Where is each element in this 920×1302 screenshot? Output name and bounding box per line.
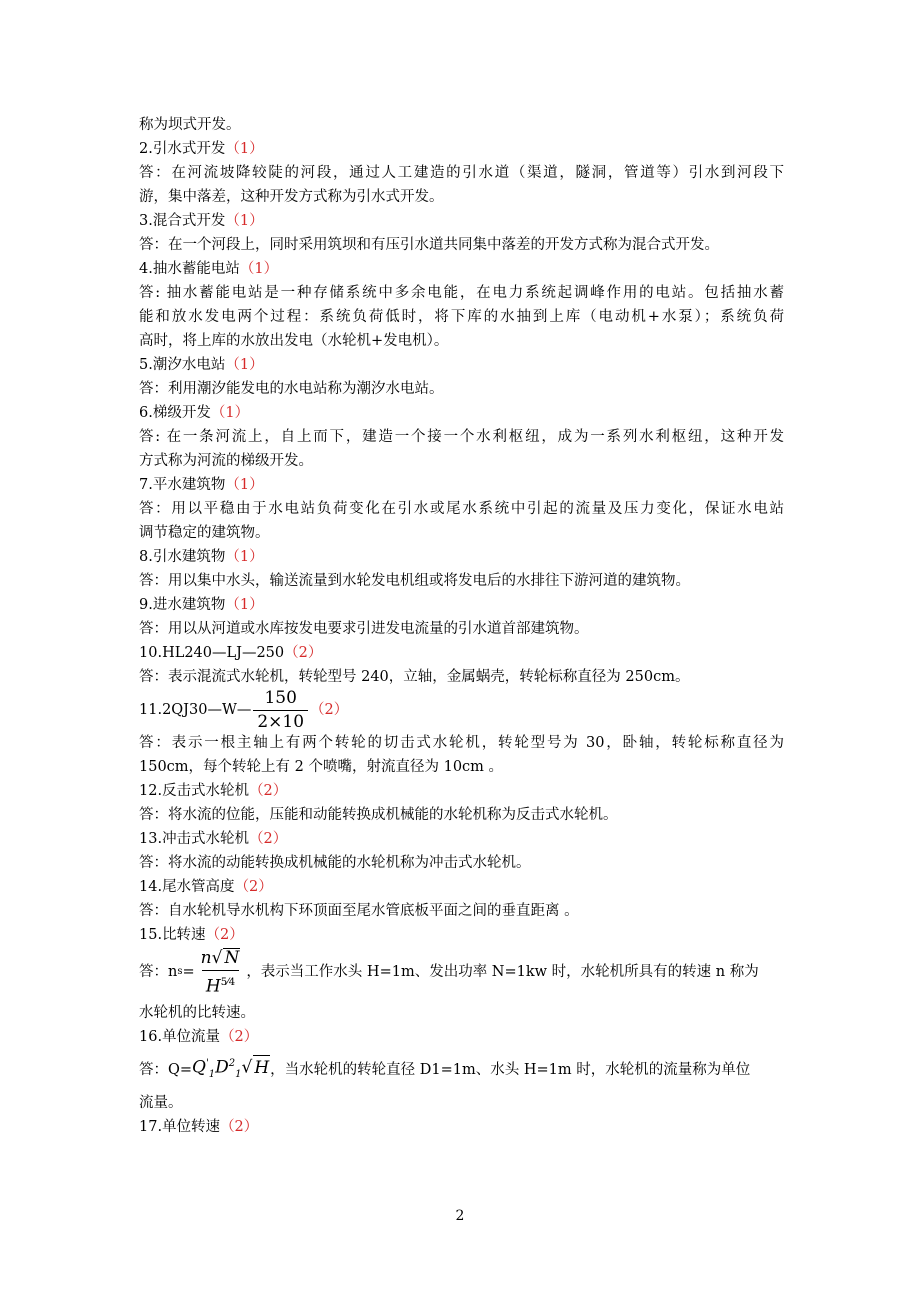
item-heading: 2.引水式开发（1） bbox=[139, 141, 264, 157]
points-label: （2） bbox=[205, 927, 244, 943]
points-label: （2） bbox=[220, 1119, 259, 1135]
fraction-denominator: 2×10 bbox=[253, 710, 308, 732]
answer-line: 答：自水轮机导水机构下环顶面至尾水管底板平面之间的垂直距离 。 bbox=[139, 903, 579, 919]
item-heading: 16.单位流量（2） bbox=[139, 1029, 259, 1045]
item-heading: 17.单位转速（2） bbox=[139, 1119, 259, 1135]
points-label: （2） bbox=[310, 702, 349, 718]
answer-line: 答：用以从河道或水库按发电要求引进发电流量的引水道首部建筑物。 bbox=[139, 621, 589, 637]
points-label: （2） bbox=[234, 879, 273, 895]
fraction bbox=[253, 689, 308, 732]
item-heading: 8.引水建筑物（1） bbox=[139, 549, 264, 565]
points-label: （1） bbox=[225, 141, 264, 157]
page-number: 2 bbox=[455, 1208, 465, 1224]
item-heading: 9.进水建筑物（1） bbox=[139, 597, 264, 613]
points-label: （1） bbox=[225, 597, 264, 613]
item-heading: 5.潮汐水电站（1） bbox=[139, 357, 264, 373]
answer-line: 方式称为河流的梯级开发。 bbox=[139, 453, 313, 469]
formula-line-unit-flow: 答：Q= $Q'_1D^2_1√$ H ，当水轮机的转轮直径 D1=1m、水头 H=1m 时，水轮机的流量称为单位 bbox=[139, 1049, 784, 1091]
item-heading-11: 11. 2QJ30—W— $\frac{150}{2\times 10}$ （2） bbox=[139, 687, 349, 732]
points-label: （1） bbox=[225, 549, 264, 565]
page-content bbox=[139, 113, 784, 1139]
answer-line: 能和放水发电两个过程：系统负荷低时，将下库的水抽到上库（电动机+水泵）；系统负荷 bbox=[139, 309, 784, 325]
item-heading: 12.反击式水轮机（2） bbox=[139, 783, 288, 799]
text-line: 称为坝式开发。 bbox=[139, 117, 241, 133]
answer-line: 答：利用潮汐能发电的水电站称为潮汐水电站。 bbox=[139, 381, 444, 397]
item-heading: 7.平水建筑物（1） bbox=[139, 477, 264, 493]
points-label: （1） bbox=[210, 405, 250, 421]
item-heading: 3.混合式开发（1） bbox=[139, 213, 264, 229]
unit-flow-formula: $Q'_1D^2_1√$ H bbox=[192, 1052, 270, 1087]
answer-line: 答：用以集中水头，输送流量到水轮发电机组或将发电后的水排往下游河道的建筑物。 bbox=[139, 573, 690, 589]
formula-line-specific-speed: 答：n s = $\frac{n√ N}{H^{5⁄4}}$ ，表示当工作水头 H=1m、发出功率 N=1kw 时，水轮机所具有的转速 n 称为 bbox=[139, 947, 759, 997]
answer-line: 答：将水流的位能，压能和动能转换成机械能的水轮机称为反击式水轮机。 bbox=[139, 807, 618, 823]
answer-line: 答：将水流的动能转换成机械能的水轮机称为冲击式水轮机。 bbox=[139, 855, 531, 871]
answer-line: 调节稳定的建筑物。 bbox=[139, 525, 270, 541]
item-heading: 13.冲击式水轮机（2） bbox=[139, 831, 288, 847]
specific-speed-formula: $\frac{n√ N}{H^{5⁄4}}$ bbox=[200, 947, 240, 997]
answer-line: 高时，将上库的水放出发电（水轮机+发电机）。 bbox=[139, 333, 449, 349]
points-label: （1） bbox=[239, 261, 279, 277]
lines-block-2 bbox=[139, 731, 784, 947]
points-label: （1） bbox=[225, 357, 264, 373]
points-label: （2） bbox=[220, 1029, 259, 1045]
answer-line: 游，集中落差，这种开发方式称为引水式开发。 bbox=[139, 189, 444, 205]
answer-line: 答：在河流坡降较陡的河段，通过人工建造的引水道（渠道，隧洞，管道等）引水到河段下 bbox=[139, 165, 784, 181]
item-heading: 10.HL240—LJ—250（2） bbox=[139, 645, 323, 661]
points-label: （2） bbox=[249, 783, 288, 799]
points-label: （2） bbox=[284, 645, 323, 661]
answer-line: 答：在一个河段上，同时采用筑坝和有压引水道共同集中落差的开发方式称为混合式开发。 bbox=[139, 237, 719, 253]
answer-line: 答：表示一根主轴上有两个转轮的切击式水轮机，转轮型号为 30，卧轴，转轮标称直径为 bbox=[139, 735, 784, 751]
answer-line: 答：用以平稳由于水电站负荷变化在引水或尾水系统中引起的流量及压力变化，保证水电站 bbox=[139, 501, 784, 517]
answer-line: 流量。 bbox=[139, 1095, 183, 1111]
item-heading: 14.尾水管高度（2） bbox=[139, 879, 273, 895]
answer-line: 答：表示混流式水轮机，转轮型号 240，立轴，金属蜗壳，转轮标称直径为 250cm。 bbox=[139, 669, 690, 685]
fraction-numerator: 150 bbox=[264, 687, 297, 708]
points-label: （1） bbox=[225, 477, 264, 493]
item-heading: 4.抽水蓄能电站（1） bbox=[139, 261, 279, 277]
lines-block-1 bbox=[139, 113, 784, 689]
answer-line: 水轮机的比转速。 bbox=[139, 1005, 255, 1021]
item-heading: 15.比转速（2） bbox=[139, 927, 244, 943]
points-label: （1） bbox=[225, 213, 264, 229]
answer-line: 150cm，每个转轮上有 2 个喷嘴，射流直径为 10cm 。 bbox=[139, 759, 504, 775]
item-heading: 6.梯级开发（1） bbox=[139, 405, 250, 421]
answer-line: 答: 抽水蓄能电站是一种存储系统中多余电能，在电力系统起调峰作用的电站。包括抽水蓄 bbox=[139, 285, 784, 301]
answer-line: 答: 在一条河流上，自上而下，建造一个接一个水利枢纽，成为一系列水利枢纽，这种开发 bbox=[139, 429, 784, 445]
points-label: （2） bbox=[249, 831, 288, 847]
